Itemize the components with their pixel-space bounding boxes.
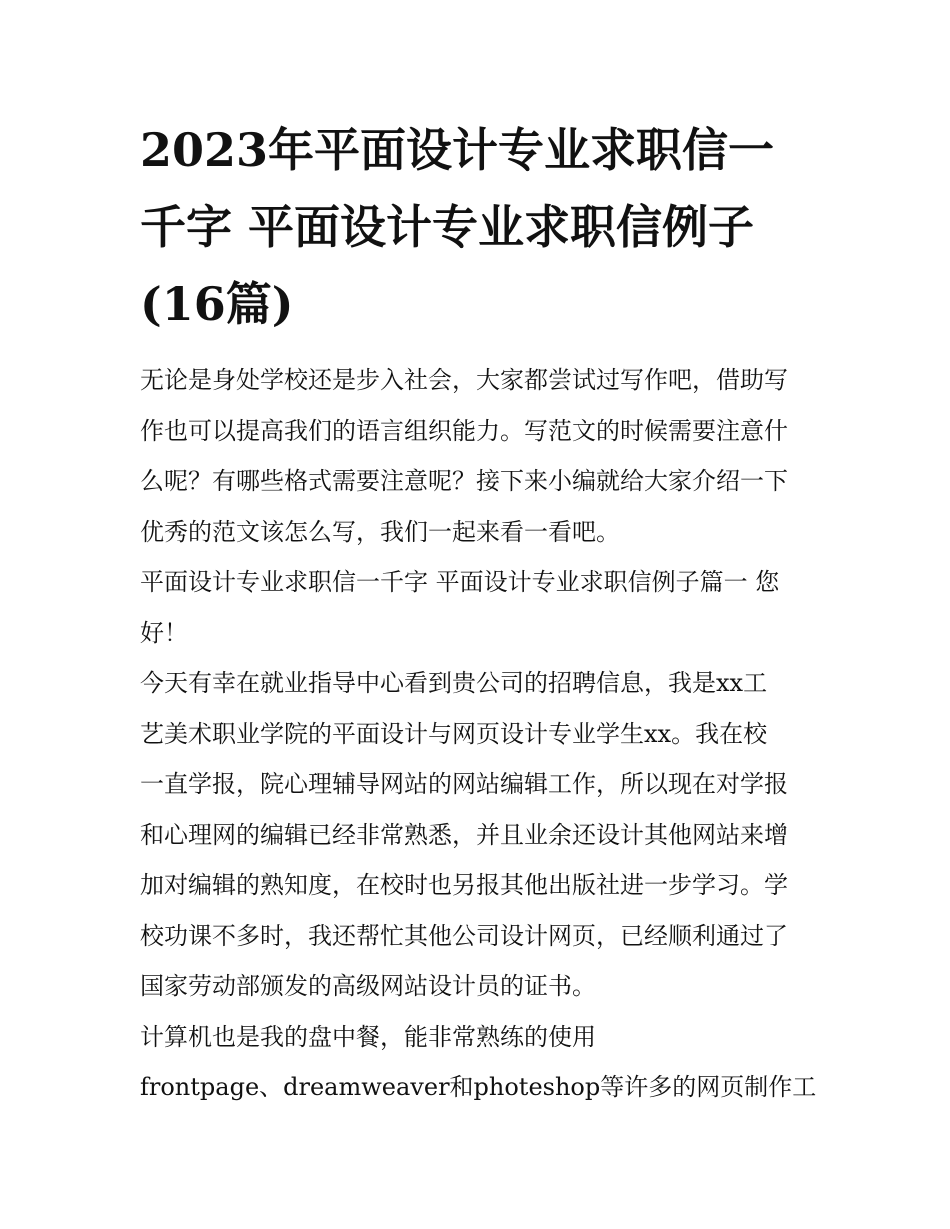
text-line: 国家劳动部颁发的高级网站设计员的证书。: [140, 972, 596, 1000]
text-line: 么呢？有哪些格式需要注意呢？接下来小编就给大家介绍一下: [140, 467, 788, 495]
text-line: 计算机也是我的盘中餐，能非常熟练的使用: [140, 1022, 596, 1051]
text-line: 平面设计专业求职信一千字 平面设计专业求职信例子篇一 您: [140, 568, 780, 596]
text-line: 一直学报，院心理辅导网站的网站编辑工作，所以现在对学报: [140, 770, 788, 798]
text-line: 作也可以提高我们的语言组织能力。写范文的时候需要注意什: [140, 416, 788, 445]
title-line: 千字 平面设计专业求职信例子: [140, 200, 755, 254]
body-paragraph: [140, 658, 830, 1012]
document-body: [140, 355, 830, 1113]
text-line: 艺美术职业学院的平面设计与网页设计专业学生xx。我在校: [140, 719, 768, 748]
text-line: 今天有幸在就业指导中心看到贵公司的招聘信息，我是xx工: [140, 669, 768, 697]
text-line: 校功课不多时，我还帮忙其他公司设计网页，已经顺利通过了: [140, 921, 788, 950]
text-line: 好！: [140, 618, 188, 647]
text-line: 和心理网的编辑已经非常熟悉，并且业余还设计其他网站来增: [140, 820, 788, 849]
section-heading-paragraph: [140, 557, 830, 658]
text-line: 无论是身处学校还是步入社会，大家都尝试过写作吧，借助写: [140, 366, 788, 394]
title-line: 2023年平面设计专业求职信一: [140, 123, 775, 177]
intro-paragraph: [140, 355, 830, 557]
document-title: [140, 112, 820, 343]
text-line: 优秀的范文该怎么写，我们一起来看一看吧。: [140, 517, 620, 546]
title-line: (16篇): [140, 277, 294, 331]
text-line: 加对编辑的熟知度，在校时也另报其他出版社进一步学习。学: [140, 871, 788, 899]
text-line: frontpage、dreamweaver和photeshop等许多的网页制作工: [140, 1073, 817, 1101]
body-paragraph: [140, 1012, 830, 1113]
